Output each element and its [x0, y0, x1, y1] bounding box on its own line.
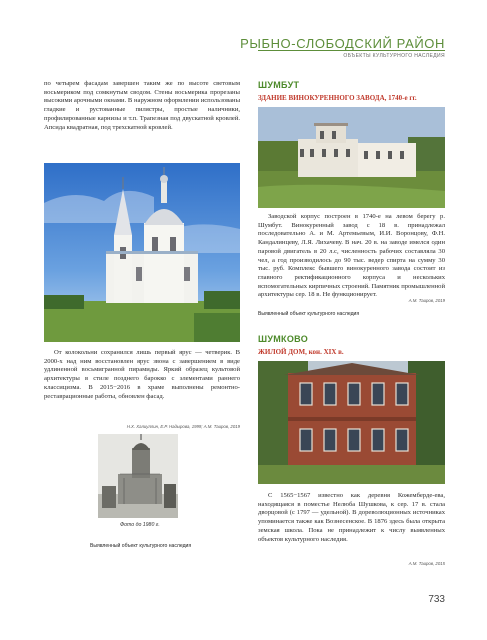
object-title-house: ЖИЛОЙ ДОМ, кон. XIX в.: [258, 348, 344, 356]
church-photo-credit: Н.Х. Халиуллин, Е.Р. Надырова, 1999; А.М. Таиров, 2019: [126, 424, 240, 429]
church-description-top: по четырем фасадам завершен таким же по высоте световым восьмериком под сомкнутым сводом. Стены восьмерика прорезаны высокими арочными окнами. В наружном оформлении использованы гладкие и рустованные пилястры, простые наличники, профилированные карнизы и т.п. Трапезная под двускатной кровлей. Апсида квадратная, под трехскатной кровлей.: [44, 80, 240, 131]
historic-photo-caption: Фото до 1980 г.: [120, 522, 160, 528]
heritage-badge-left: Выявленный объект культурного наследия: [90, 543, 192, 549]
bell-tower-description: От колокольни сохранился лишь первый ярус — четверик. В 2000-х над ним восстановлен ярус звона с завершением в виде удлиненной восьмигранной пирамиды. Яркий образец культовой архитектуры в стиле позднего барокко с элементами раннего классицизма. В 2015−2016 в храме выполнены ремонтно-реставрационные работы, обновлен фасад.: [44, 349, 240, 400]
header-divider: [258, 50, 445, 51]
distillery-photo-credit: А.М. Таиров, 2019: [408, 298, 445, 303]
historic-church-photo: [98, 434, 178, 518]
house-description: С 1565−1567 известно как деревня Кожемберде-ева, находящаяся в поместье Нелюба Шушкова, к сер. 17 в. стала дворцовой (с 1797 — удельной). В дореволюционных источниках упоминается также как Вознесенское. В 1876 здесь была открыта земская школа. Пока не принадлежит к числу выявленных объектов культурного наследия.: [258, 492, 445, 543]
place-heading-shumbut: ШУМБУТ: [258, 80, 300, 90]
page-number: 733: [428, 594, 445, 605]
section-title: РЫБНО-СЛОБОДСКИЙ РАЙОН: [240, 36, 445, 51]
object-title-distillery: ЗДАНИЕ ВИНОКУРЕННОГО ЗАВОДА, 1740-е гг.: [258, 94, 417, 102]
church-photo: [44, 163, 240, 342]
house-photo: [258, 361, 445, 484]
distillery-description: Заводской корпус построен в 1740-е на левом берегу р. Шумбут. Винокуренный завод с 18 в. принадлежал последовательно А. и М. Артемьевым, И.И. Воронцову, Ф.Н. Кандалинцеву, Л.Я. Лихачеву. В нач. 20 в. на заводе имелся один паровой двигатель в 20 л.с, численность рабочих составляла 30 чел, а год производилось до 90 тыс. ведер спирта на сумму 30 тыс. руб. Комплекс бывшего винокуренного завода состоит из главного ректификационного корпуса и нескольких вспомогательных кирпичных строений. Памятник промышленной архитектуры сер. 18 в. Не функционирует.: [258, 213, 445, 299]
place-heading-shumkovo: ШУМКОВО: [258, 334, 309, 344]
heritage-badge-right: Выявленный объект культурного наследия: [258, 311, 360, 317]
distillery-photo: [258, 107, 445, 208]
section-subtitle: ОБЪЕКТЫ КУЛЬТУРНОГО НАСЛЕДИЯ: [343, 53, 445, 59]
house-photo-credit: А.М. Таиров, 2015: [408, 561, 445, 566]
